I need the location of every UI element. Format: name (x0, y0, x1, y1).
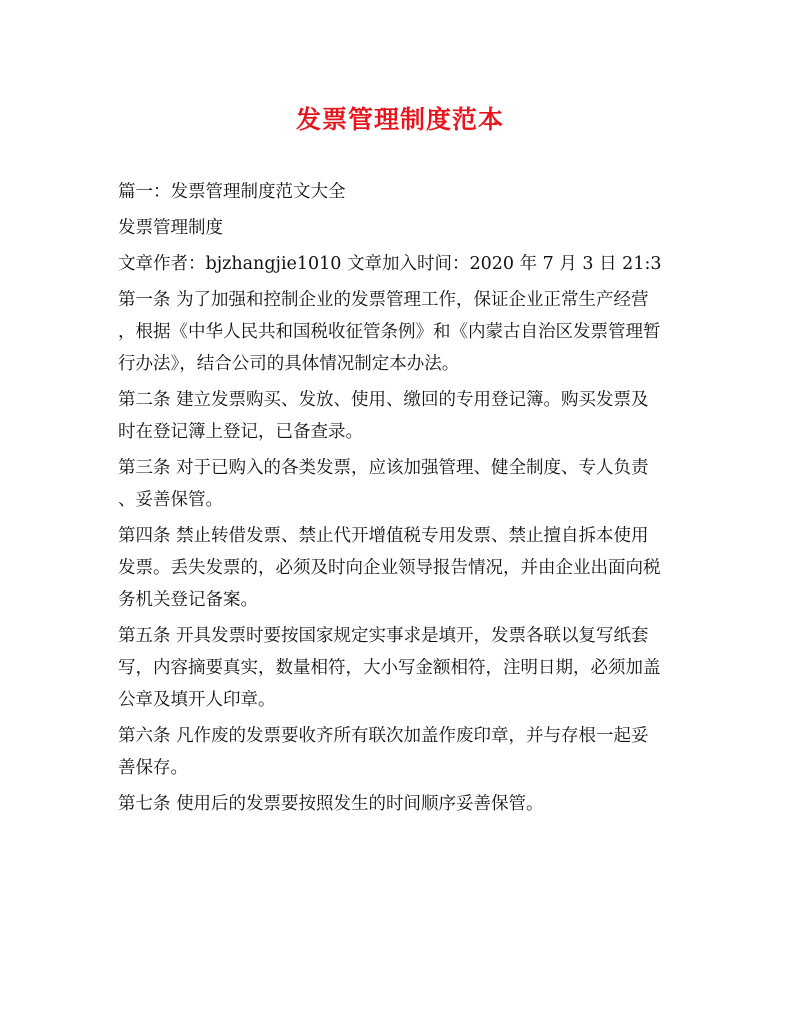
text-line: 文章作者：bjzhangjie1010 文章加入时间：2020 年 7 月 3 日 21:3 (118, 254, 662, 274)
paragraph (118, 212, 698, 244)
text-line: 发票。丢失发票的，必须及时向企业领导报告情况，并由企业出面向税 (118, 558, 661, 578)
paragraph (118, 720, 698, 784)
paragraph (118, 384, 698, 448)
paragraph (118, 452, 698, 516)
paragraph (118, 620, 698, 716)
text-line: 时在登记簿上登记，已备查录。 (118, 422, 363, 442)
document-body (118, 176, 698, 824)
paragraph (118, 284, 698, 380)
text-line: 第二条 建立发票购买、发放、使用、缴回的专用登记簿。购买发票及 (118, 390, 649, 410)
text-line: 、妥善保管。 (118, 490, 223, 510)
text-line: 第七条 使用后的发票要按照发生的时间顺序妥善保管。 (118, 794, 544, 814)
text-line: 发票管理制度 (118, 218, 223, 238)
text-line: 公章及填开人印章。 (118, 690, 276, 710)
text-line: 第六条 凡作废的发票要收齐所有联次加盖作废印章，并与存根一起妥 (118, 726, 649, 746)
text-line: 第四条 禁止转借发票、禁止代开增值税专用发票、禁止擅自拆本使用 (118, 526, 649, 546)
text-line: 第三条 对于已购入的各类发票，应该加强管理、健全制度、专人负责 (118, 458, 649, 478)
text-line: 篇一：发票管理制度范文大全 (118, 182, 346, 202)
document-title: 发票管理制度范本 (295, 105, 504, 134)
paragraph (118, 788, 698, 820)
text-line: ，根据《中华人民共和国税收征管条例》和《内蒙古自治区发票管理暂 (118, 322, 661, 342)
paragraph (118, 176, 698, 208)
text-line: 写，内容摘要真实，数量相符，大小写金额相符，注明日期，必须加盖 (118, 658, 661, 678)
text-line: 务机关登记备案。 (118, 590, 258, 610)
text-line: 行办法》，结合公司的具体情况制定本办法。 (118, 354, 460, 374)
text-line: 善保存。 (118, 758, 188, 778)
paragraph (118, 248, 698, 280)
paragraph (118, 520, 698, 616)
text-line: 第一条 为了加强和控制企业的发票管理工作，保证企业正常生产经营 (118, 290, 649, 310)
text-line: 第五条 开具发票时要按国家规定实事求是填开，发票各联以复写纸套 (118, 626, 649, 646)
